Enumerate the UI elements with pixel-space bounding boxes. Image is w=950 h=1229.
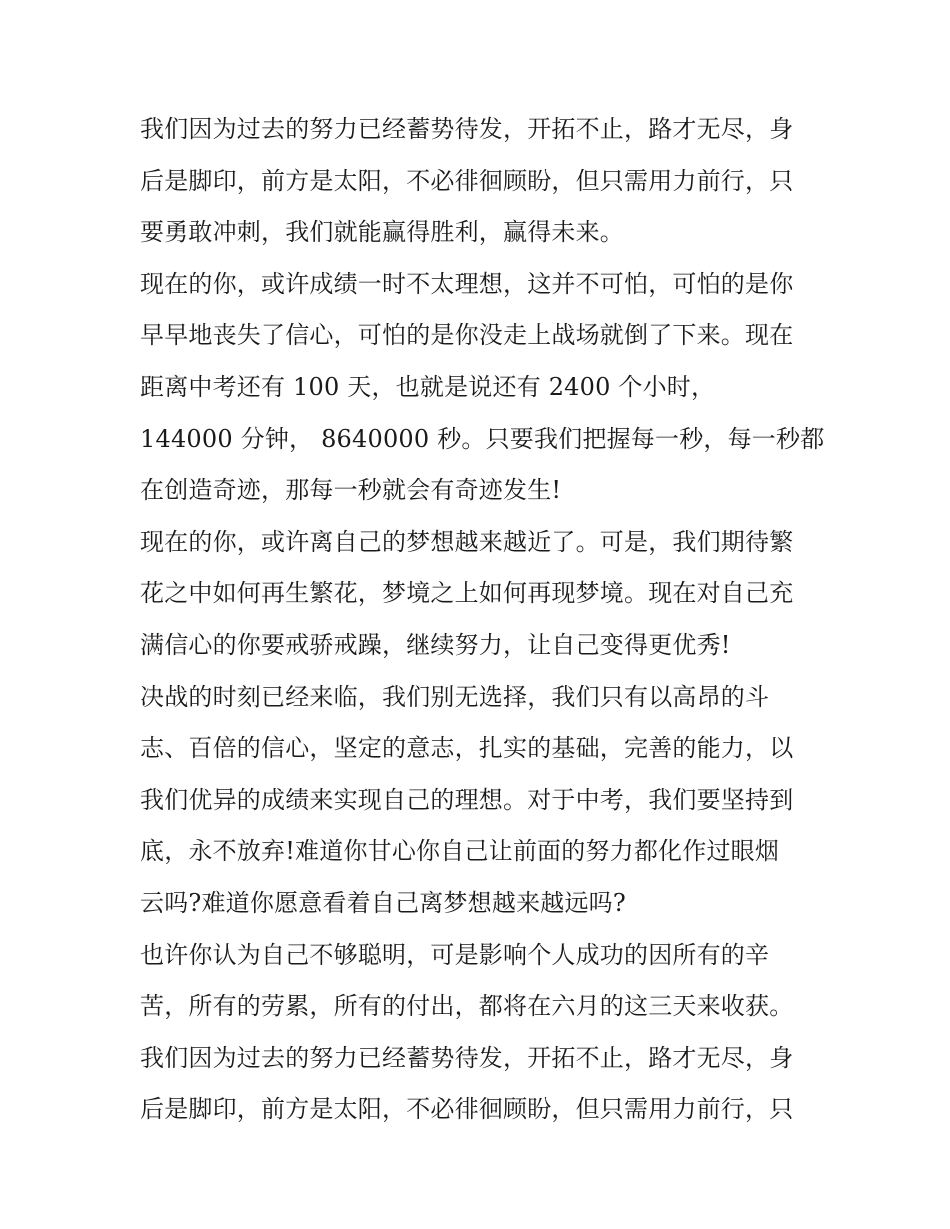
text-line: 在创造奇迹，那每一秒就会有奇迹发生! — [140, 476, 562, 505]
text-line: 云吗?难道你愿意看着自己离梦想越来越远吗? — [140, 888, 626, 917]
text-line: 我们因为过去的努力已经蓄势待发，开拓不止，路才无尽，身 — [140, 1043, 794, 1072]
text-line: 苦，所有的劳累，所有的付出，都将在六月的这三天来收获。 — [140, 992, 794, 1021]
text-line: 我们优异的成绩来实现自己的理想。对于中考，我们要坚持到 — [140, 785, 794, 814]
text-line: 满信心的你要戒骄戒躁，继续努力，让自己变得更优秀! — [140, 630, 731, 659]
text-line: 距离中考还有 100 天，也就是说还有 2400 个小时， — [140, 372, 716, 401]
text-line: 我们因为过去的努力已经蓄势待发，开拓不止，路才无尽，身 — [140, 115, 794, 143]
text-line: 也许你认为自己不够聪明，可是影响个人成功的因所有的辛 — [140, 940, 770, 969]
text-line: 决战的时刻已经来临，我们别无选择，我们只有以高昂的斗 — [140, 682, 770, 711]
document-body — [140, 104, 825, 1136]
text-line: 后是脚印，前方是太阳，不必徘徊顾盼，但只需用力前行，只 — [140, 1095, 794, 1124]
text-line: 现在的你，或许成绩一时不太理想，这并不可怕，可怕的是你 — [140, 269, 794, 298]
text-line: 底，永不放弃!难道你甘心你自己让前面的努力都化作过眼烟 — [140, 837, 780, 866]
text-line: 后是脚印，前方是太阳，不必徘徊顾盼，但只需用力前行，只 — [140, 166, 794, 195]
text-line: 花之中如何再生繁花，梦境之上如何再现梦境。现在对自己充 — [140, 579, 794, 608]
text-line: 144000 分钟， 8640000 秒。只要我们把握每一秒，每一秒都 — [140, 424, 825, 453]
text-line: 要勇敢冲刺，我们就能赢得胜利，赢得未来。 — [140, 218, 624, 247]
text-line: 志、百倍的信心，坚定的意志，扎实的基础，完善的能力，以 — [140, 734, 794, 763]
text-line: 现在的你，或许离自己的梦想越来越近了。可是，我们期待繁 — [140, 527, 794, 556]
text-line: 早早地丧失了信心，可怕的是你没走上战场就倒了下来。现在 — [140, 321, 794, 350]
